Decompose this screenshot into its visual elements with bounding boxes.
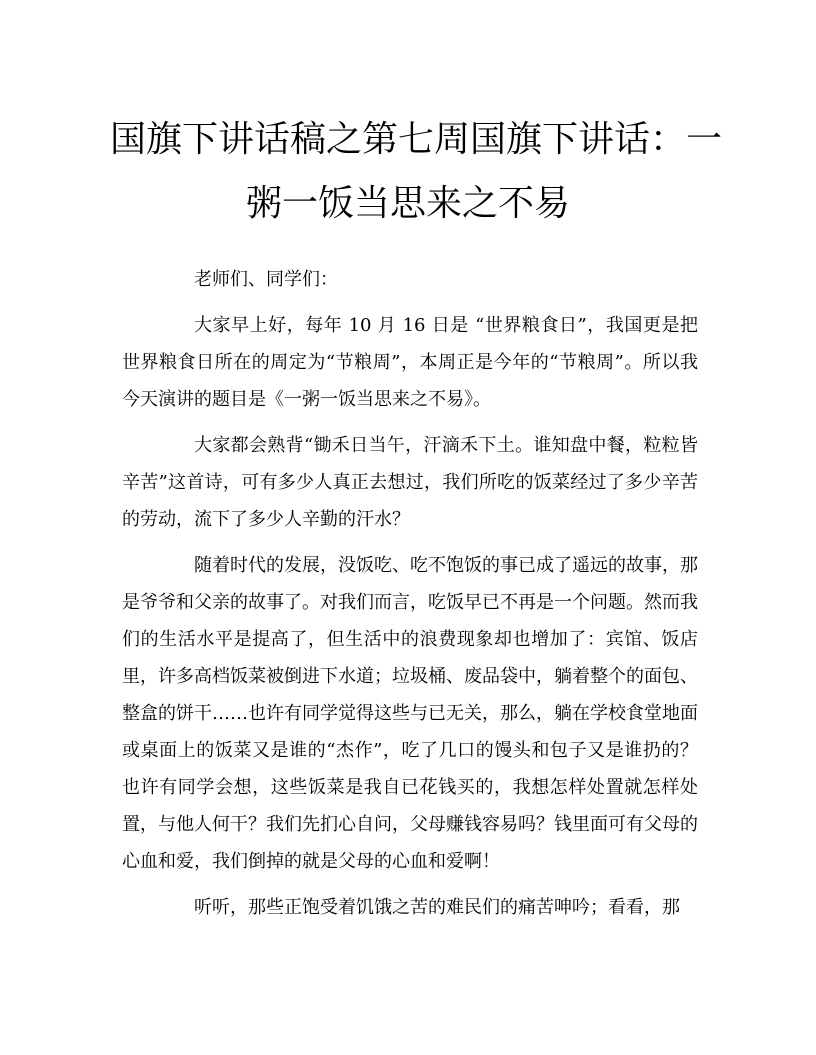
title-line-1: 国旗下讲话稿之第七周国旗下讲话：一 — [110, 119, 723, 160]
title-line-2: 粥一饭当思来之不易 — [245, 183, 570, 224]
document-body — [122, 261, 698, 935]
body-paragraph: 大家早上好，每年 10 月 16 日是 “世界粮食日”，我国更是把世界粮食日所在的周定为“节粮周”，本周正是今年的“节粮周”。所以我今天演讲的题目是《一粥一饭当思来之不易》。 — [122, 315, 698, 410]
body-paragraph: 大家都会熟背“锄禾日当午，汗滴禾下土。谁知盘中餐，粒粒皆辛苦”这首诗，可有多少人真正去想过，我们所吃的饭菜经过了多少辛苦的劳动，流下了多少人辛勤的汗水？ — [122, 435, 698, 530]
body-paragraph: 听听，那些正饱受着饥饿之苦的难民们的痛苦呻吟；看看，那 — [194, 897, 680, 918]
salutation-paragraph: 老师们、同学们： — [194, 269, 338, 290]
body-paragraph: 随着时代的发展，没饭吃、吃不饱饭的事已成了遥远的故事，那是爷爷和父亲的故事了。对我们而言，吃饭早已不再是一个问题。然而我们的生活水平是提高了，但生活中的浪费现象却也增加了：宾馆、饭店里，许多高档饭菜被倒进下水道；垃圾桶、废品袋中，躺着整个的面包、整盒的饼干……也许有同学觉得这些与已无关，那么，躺在学校食堂地面或桌面上的饭菜又是谁的“杰作”，吃了几口的馒头和包子又是谁扔的？也许有同学会想，这些饭菜是我自已花钱买的，我想怎样处置就怎样处置，与他人何干？我们先扪心自问，父母赚钱容易吗？钱里面可有父母的心血和爱，我们倒掉的就是父母的心血和爱啊！ — [122, 555, 698, 872]
document-title — [110, 108, 723, 236]
